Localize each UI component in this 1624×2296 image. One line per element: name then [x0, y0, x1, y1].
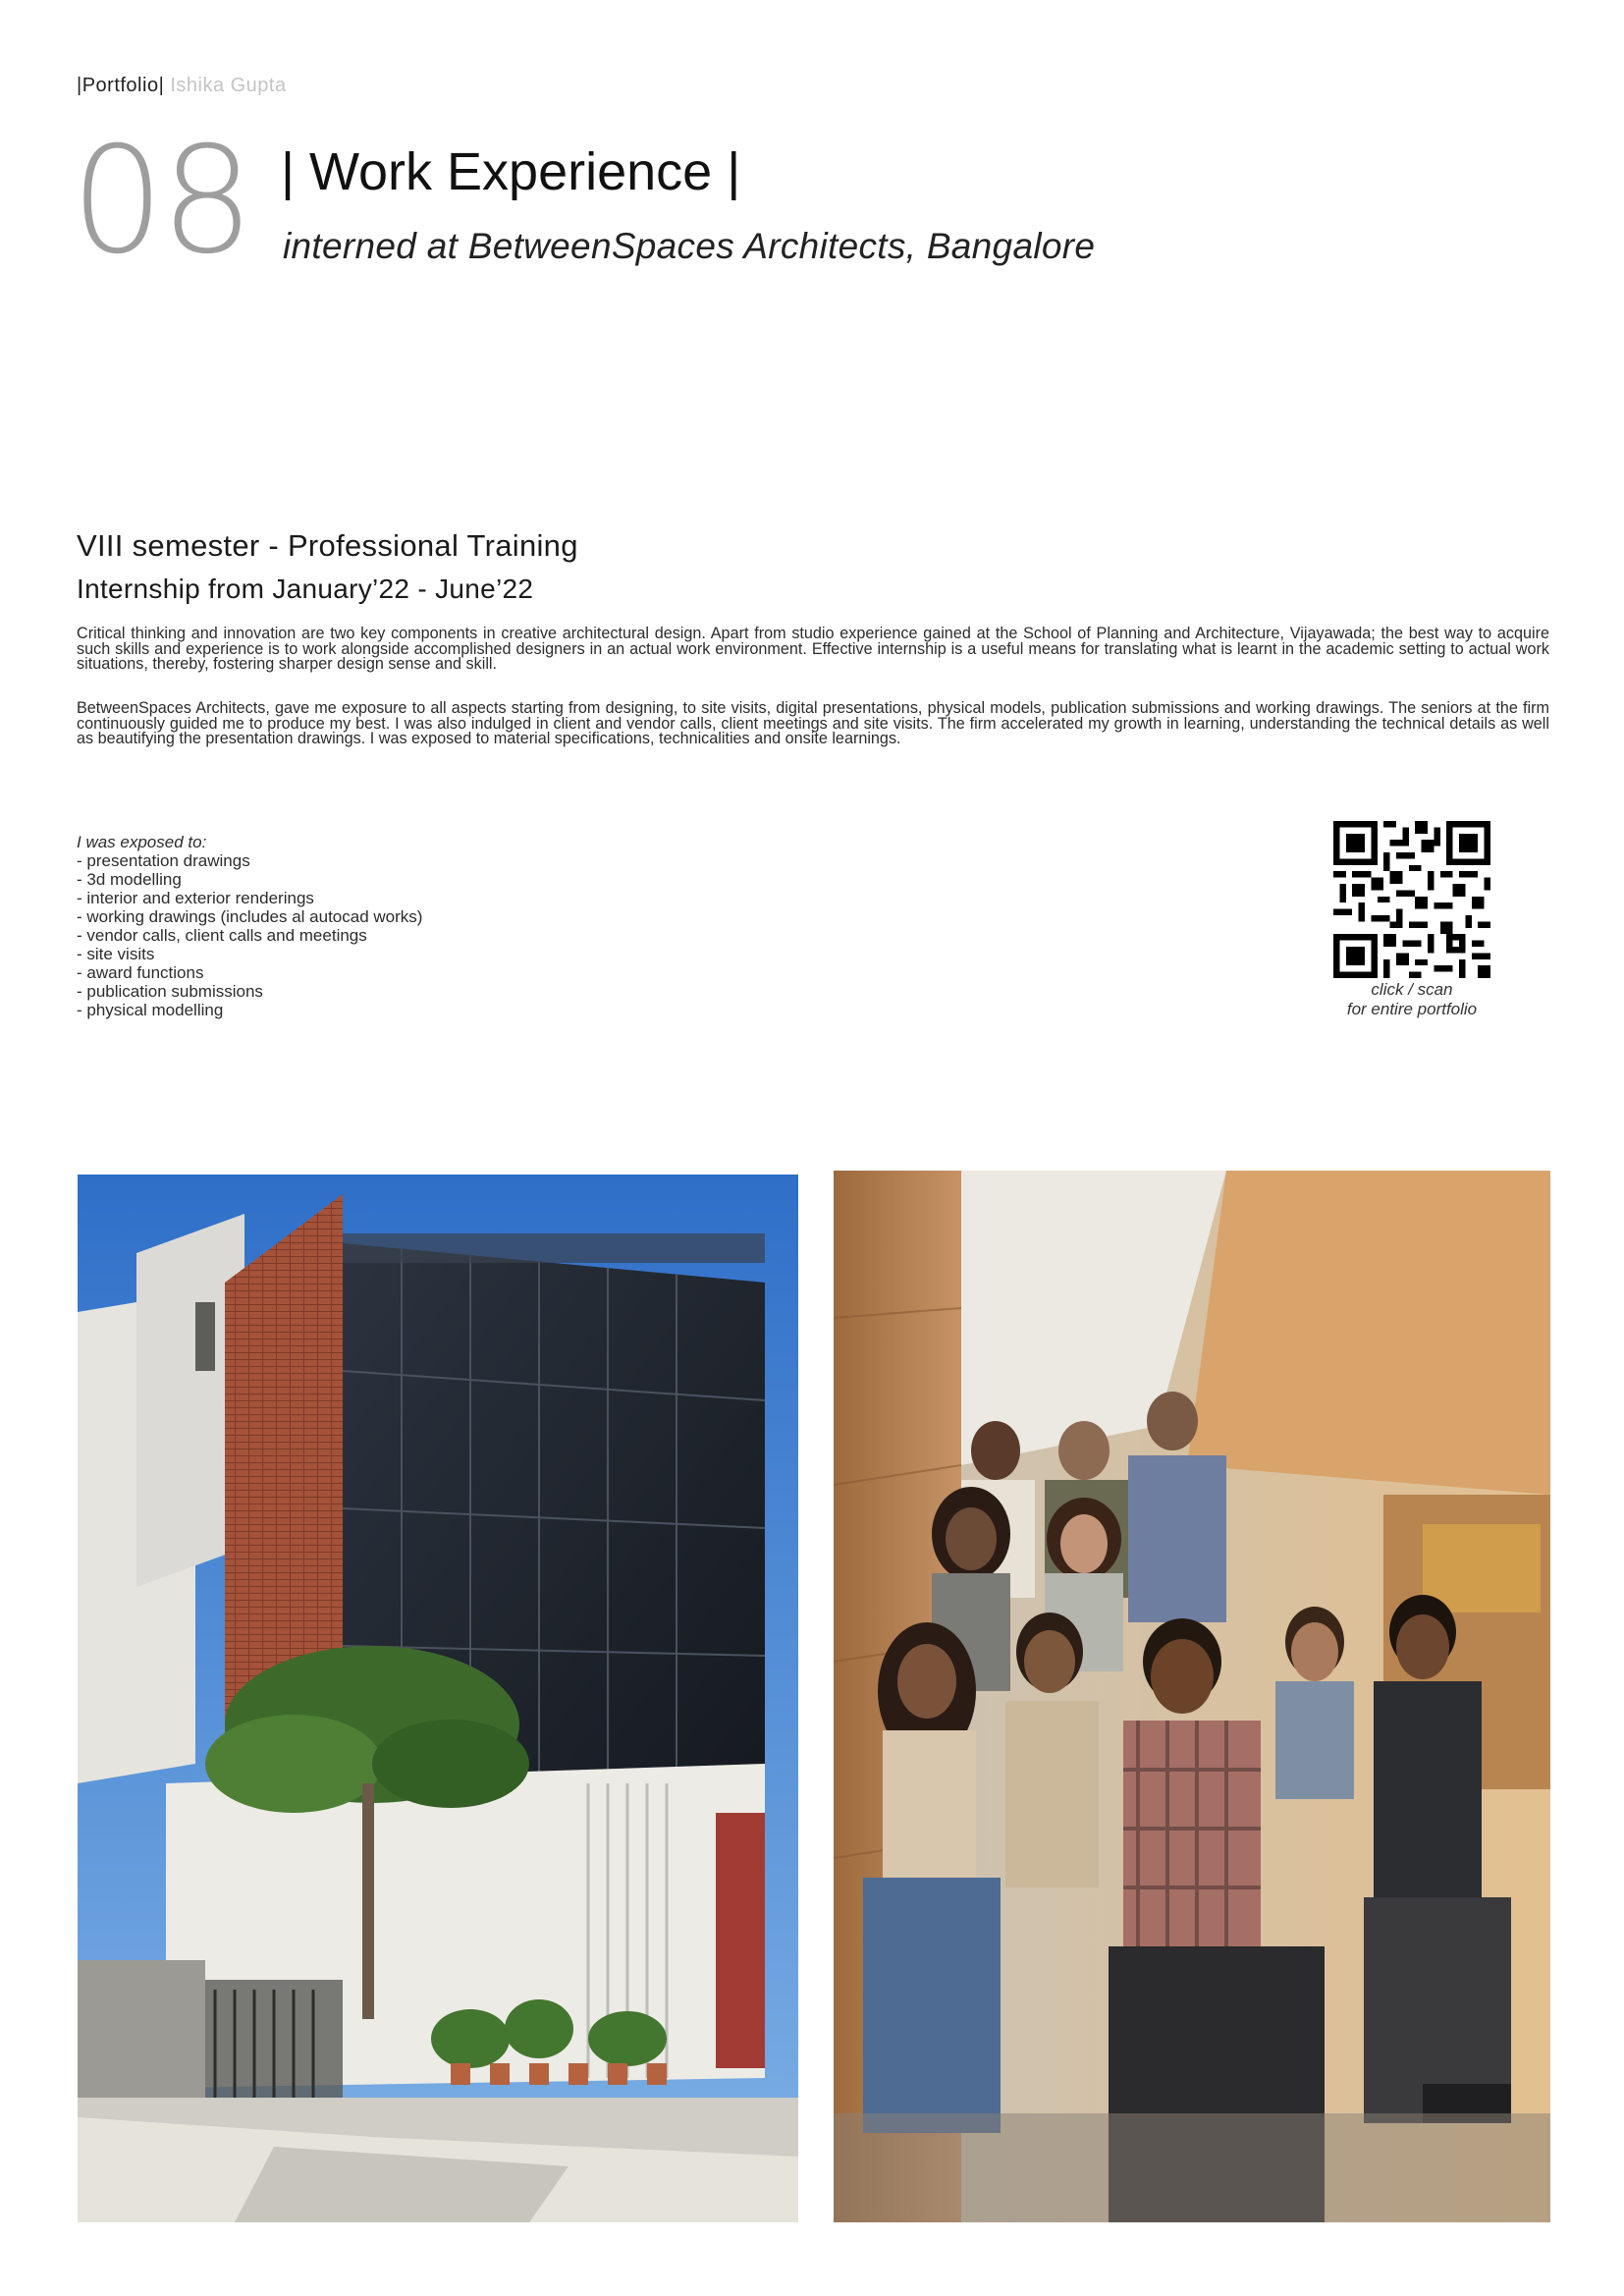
team-photo — [834, 1171, 1550, 2222]
portfolio-label: |Portfolio| — [77, 75, 165, 96]
qr-code-icon[interactable] — [1333, 821, 1490, 978]
building-photo — [78, 1175, 798, 2222]
qr-caption-line1: click / scan — [1371, 980, 1453, 999]
author-name: Ishika Gupta — [164, 75, 287, 96]
list-item: - working drawings (includes al autocad works) — [77, 907, 423, 926]
semester-heading: VIII semester - Professional Training — [77, 528, 578, 563]
qr-code-link[interactable] — [1333, 821, 1490, 978]
section-title: | Work Experience | — [281, 142, 741, 201]
list-item: - physical modelling — [77, 1001, 224, 1019]
portfolio-header — [77, 75, 287, 97]
exposure-list-block — [77, 833, 422, 1019]
section-subtitle: interned at BetweenSpaces Architects, Bangalore — [283, 226, 1096, 266]
list-item: - award functions — [77, 963, 204, 982]
internship-period: Internship from January’22 - June’22 — [77, 574, 534, 604]
qr-caption-line2: for entire portfolio — [1346, 1000, 1478, 1018]
list-item: - site visits — [77, 945, 155, 963]
qr-caption — [1306, 980, 1518, 1019]
list-item: - interior and exterior renderings — [77, 889, 314, 907]
exposure-heading: I was exposed to: — [77, 833, 207, 851]
list-item: - publication submissions — [77, 982, 263, 1001]
list-item: - 3d modelling — [77, 870, 182, 889]
intro-paragraph: Critical thinking and innovation are two key components in creative architectural design. Apart from studio experience gained at the School of Planning and Architecture, Vijayawada; the best way to acquire such skills and experience is to work alongside accomplished designers in an actual work environment. Effective internship is a useful means for translating what is learnt in the academic setting to actual work situations, thereby, fostering sharper design sense and skill. — [77, 625, 1549, 673]
list-item: - vendor calls, client calls and meetings — [77, 926, 367, 945]
list-item: - presentation drawings — [77, 851, 250, 870]
firm-paragraph: BetweenSpaces Architects, gave me exposure to all aspects starting from designing, to site visits, digital presentations, physical models, publication submissions and working drawings. The seniors at the firm continuously guided me to produce my best. I was also indulged in client and vendor calls, client meetings and site visits. The firm accelerated my growth in learning, understanding the technical details as well as beautifying the presentation drawings. I was exposed to material specifications, technicalities and onsite learnings. — [77, 699, 1549, 747]
exposure-list — [77, 851, 422, 1019]
section-number: 08 — [71, 116, 250, 287]
